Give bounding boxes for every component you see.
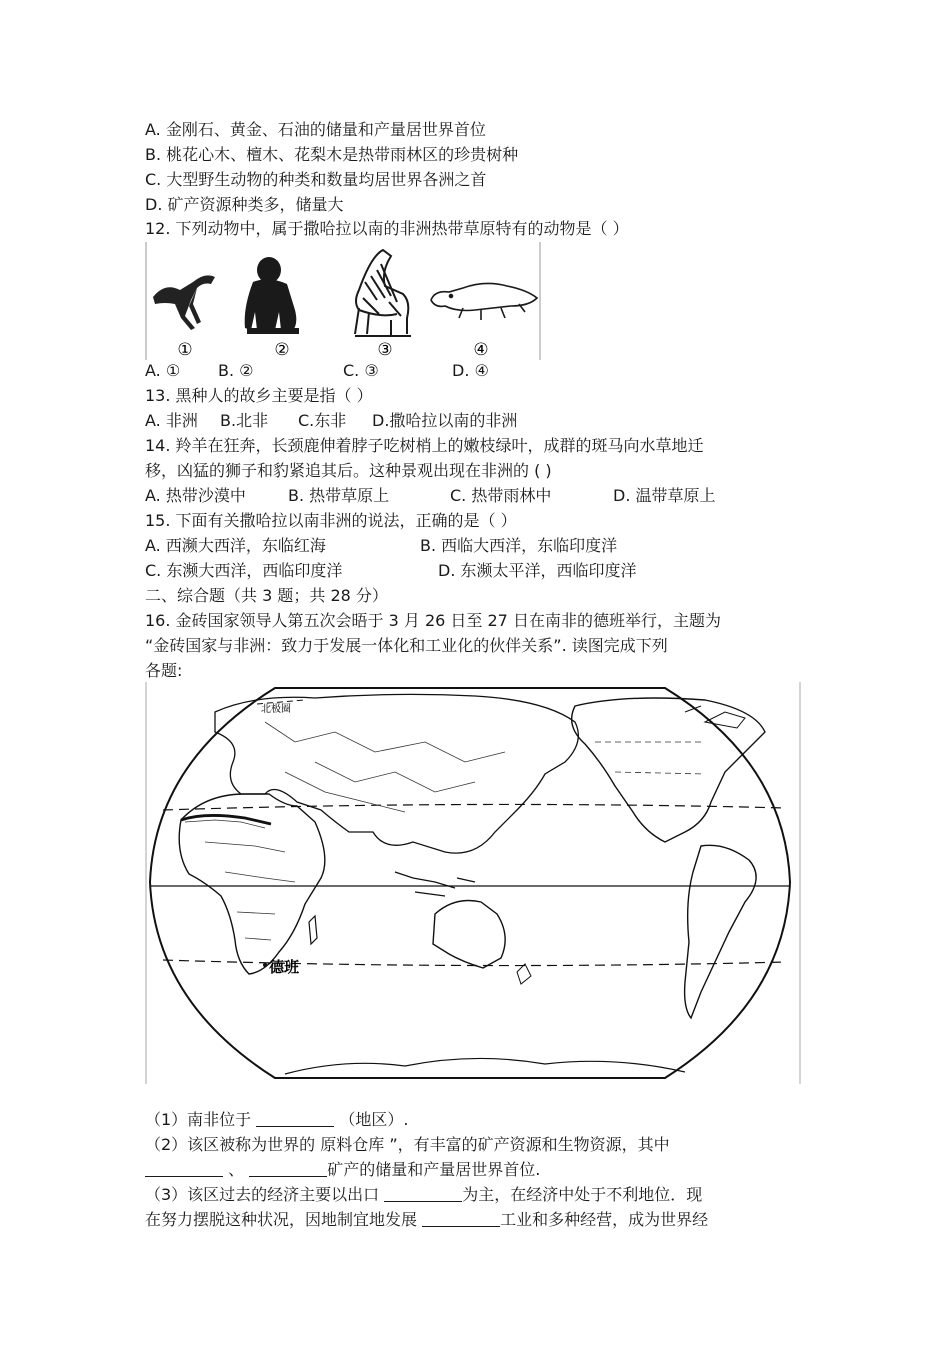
q16-stem-line1: 16. 金砖国家领导人第五次会晤于 3 月 26 日至 27 日在南非的德班举行，主题为 (145, 611, 721, 630)
q15-option-d: D. 东濒太平洋，西临印度洋 (438, 561, 637, 580)
south-america-outline (685, 845, 757, 1018)
image-label-3: ③ (377, 340, 393, 360)
chimpanzee-image (245, 257, 299, 334)
section-title: 二、综合题（共 3 题；共 28 分） (145, 586, 388, 605)
zebra-image (355, 250, 411, 336)
q13-option-a: A. 非洲 (145, 411, 198, 430)
answer-blank-1[interactable] (256, 1110, 334, 1127)
q14-option-b: B. 热带草原上 (288, 486, 390, 505)
map-frame (150, 688, 790, 1078)
q15-option-a: A. 西濒大西洋，东临红海 (145, 536, 326, 555)
q12-option-a: A. ① (145, 361, 181, 380)
q13-stem: 13. 黑种人的故乡主要是指（ ） (145, 386, 373, 405)
tropic-north (163, 804, 785, 810)
q15-option-b: B. 西临大西洋，东临印度洋 (420, 536, 618, 555)
image-label-4: ④ (473, 340, 489, 360)
q11-option-d: D. 矿产资源种类多，储量大 (145, 195, 344, 214)
q16-stem-line3: 各题: (145, 661, 183, 680)
answer-blank-4[interactable] (384, 1185, 462, 1202)
australia-outline (433, 901, 505, 969)
answer-blank-5[interactable] (422, 1210, 500, 1227)
q16-sub1: （1）南非位于 （地区）. (145, 1110, 409, 1129)
durban-label: 德班 (269, 958, 300, 976)
q14-stem-line1: 14. 羚羊在狂奔，长颈鹿伸着脖子吃树梢上的嫩枝绿叶，成群的斑马向水草地迁 (145, 436, 704, 455)
platypus-image (431, 283, 537, 320)
q12-option-b: B. ② (218, 361, 254, 380)
q16-sub3-line1: （3）该区过去的经济主要以出口 为主，在经济中处于不利地位．现 (145, 1185, 703, 1204)
q11-option-a: A. 金刚石、黄金、石油的储量和产量居世界首位 (145, 120, 486, 139)
q13-option-c: C.东非 (298, 411, 347, 430)
q14-option-c: C. 热带雨林中 (450, 486, 552, 505)
bird-image (153, 275, 215, 330)
image-label-1: ① (177, 340, 193, 360)
q14-option-a: A. 热带沙漠中 (145, 486, 246, 505)
q13-option-d: D.撒哈拉以南的非洲 (372, 411, 518, 430)
arctic-circle-label: 北极圈 (261, 704, 291, 715)
q12-stem: 12. 下列动物中，属于撒哈拉以南的非洲热带草原特有的动物是（ ） (145, 219, 629, 238)
q16-sub3-line2: 在努力摆脱这种状况，因地制宜地发展 工业和多种经营，成为世界经 (145, 1210, 709, 1229)
q15-option-c: C. 东濒大西洋，西临印度洋 (145, 561, 343, 580)
q12-option-c: C. ③ (343, 361, 379, 380)
q11-option-c: C. 大型野生动物的种类和数量均居世界各洲之首 (145, 170, 487, 189)
world-map (145, 682, 801, 1084)
image-label-2: ② (274, 340, 290, 360)
eurasia-outline (215, 694, 578, 853)
animal-images (145, 242, 541, 360)
antarctica-outline (285, 1058, 685, 1074)
q13-option-b: B.北非 (220, 411, 269, 430)
q16-sub2-line1: （2）该区被称为世界的 原料仓库 ”，有丰富的矿产资源和生物资源，其中 (145, 1135, 670, 1154)
q16-sub2-line2: 、 矿产的储量和产量居世界首位. (145, 1160, 540, 1180)
answer-blank-3[interactable] (249, 1160, 327, 1177)
q15-stem: 15. 下面有关撒哈拉以南非洲的说法，正确的是（ ） (145, 511, 517, 530)
answer-blank-2[interactable] (145, 1160, 223, 1177)
north-america-outline (572, 698, 765, 842)
q16-stem-line2: “金砖国家与非洲：致力于发展一体化和工业化的伙伴关系”. 读图完成下列 (145, 636, 668, 655)
q11-option-b: B. 桃花心木、檀木、花梨木是热带雨林区的珍贵树种 (145, 145, 519, 164)
q14-stem-line2: 移，凶猛的狮子和豹紧追其后。这种景观出现在非洲的 ( ) (145, 461, 552, 480)
q12-option-d: D. ④ (452, 361, 489, 380)
q14-option-d: D. 温带草原上 (613, 486, 716, 505)
